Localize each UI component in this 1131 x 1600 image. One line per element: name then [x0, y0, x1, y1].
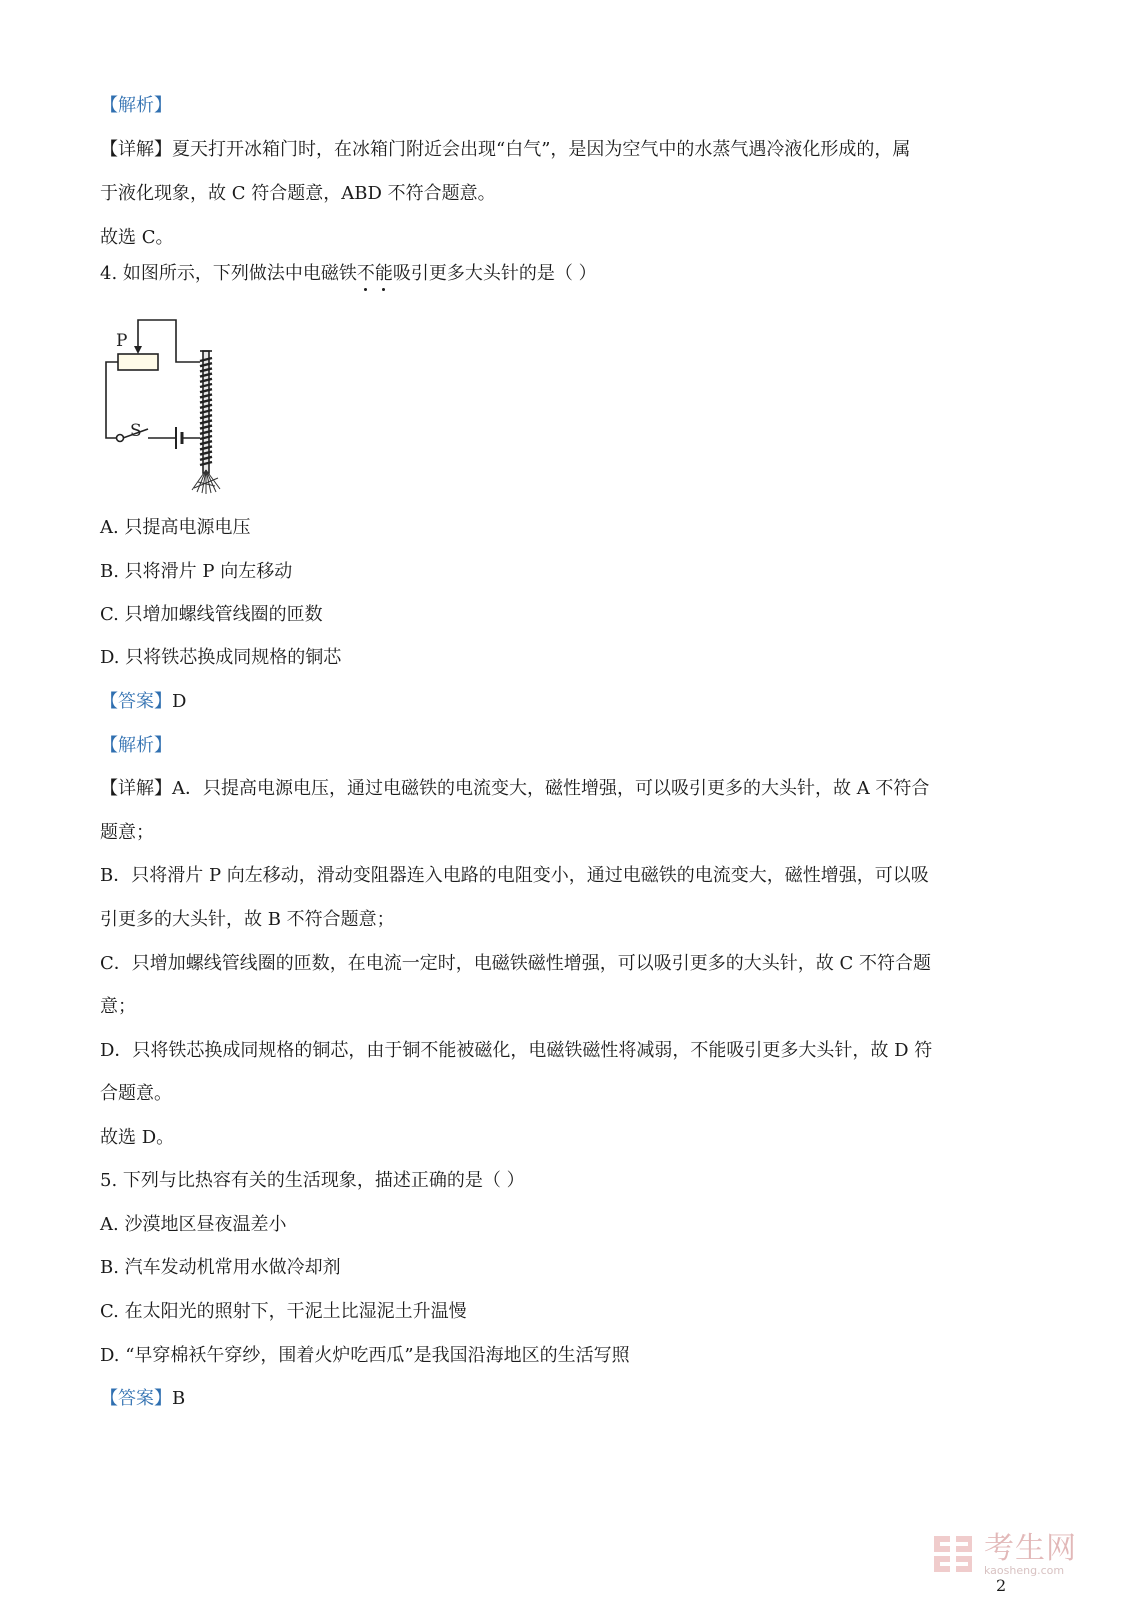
- q4-stem: 4. 如图所示，下列做法中电磁铁不能吸引更多大头针的是（ ）: [100, 263, 597, 284]
- q5-option-a: A. 沙漠地区昼夜温差小: [100, 1214, 287, 1235]
- q3-detail-line-2: 于液化现象，故 C 符合题意，ABD 不符合题意。: [100, 183, 496, 204]
- q4-detail-line-5: C．只增加螺线管线圈的匝数，在电流一定时，电磁铁磁性增强，可以吸引更多的大头针，故 C 不符合题: [100, 953, 931, 974]
- q3-detail-line-1: 【详解】夏天打开冰箱门时，在冰箱门附近会出现“白气”，是因为空气中的水蒸气遇冷液化形成的，属: [100, 139, 911, 160]
- q4-option-a: A. 只提高电源电压: [100, 517, 251, 538]
- q4-emphasis-char-2: 能: [374, 263, 393, 284]
- q4-detail-line-6: 意；: [100, 996, 136, 1017]
- coil-turn: [200, 441, 212, 444]
- coil-turn: [200, 426, 212, 429]
- coil-turn: [200, 431, 212, 434]
- q4-conclusion: 故选 D。: [100, 1127, 175, 1148]
- circuit-left-wire: [106, 362, 118, 438]
- coil-turn: [200, 394, 212, 397]
- coil-turn: [200, 363, 212, 366]
- q4-analysis-heading: 【解析】: [100, 735, 172, 756]
- coil-turn: [200, 436, 212, 439]
- coil-turn: [200, 358, 212, 361]
- kaosheng-logo-icon: [932, 1534, 976, 1574]
- q4-detail-line-3: B．只将滑片 P 向左移动，滑动变阻器连入电路的电阻变小，通过电磁铁的电流变大，磁性增强，可以吸: [100, 865, 929, 886]
- q3-conclusion: 故选 C。: [100, 227, 174, 248]
- coil-turn: [200, 368, 212, 371]
- solenoid-coil: [200, 358, 212, 465]
- coil-turn: [200, 384, 212, 387]
- coil-turn: [200, 415, 212, 418]
- q4-option-c: C. 只增加螺线管线圈的匝数: [100, 604, 323, 625]
- q4-detail-line-8: 合题意。: [100, 1083, 172, 1104]
- coil-turn: [200, 379, 212, 382]
- slider-arrow: [134, 346, 142, 354]
- coil-turn: [200, 446, 212, 449]
- q4-detail-line-2: 题意；: [100, 822, 154, 843]
- coil-turn: [200, 389, 212, 392]
- q5-answer: 【答案】B: [100, 1388, 186, 1409]
- q4-answer: 【答案】D: [100, 691, 187, 712]
- q4-detail-line-4: 引更多的大头针，故 B 不符合题意；: [100, 909, 395, 930]
- slider-label: P: [116, 331, 128, 351]
- watermark-url: kaosheng.com: [984, 1564, 1065, 1577]
- q4-detail-line-1: 【详解】A．只提高电源电压，通过电磁铁的电流变大，磁性增强，可以吸引更多的大头针，故 A 不符合: [100, 778, 930, 799]
- coil-turn: [200, 420, 212, 423]
- coil-turn: [200, 400, 212, 403]
- watermark-text: 考生网: [984, 1531, 1077, 1566]
- switch-terminal: [117, 435, 124, 442]
- page-number: 2: [996, 1576, 1007, 1595]
- coil-turn: [200, 462, 212, 465]
- kaosheng-watermark: [932, 1532, 1092, 1578]
- coil-turn: [200, 457, 212, 460]
- pin-cluster: [192, 470, 220, 494]
- q3-analysis-heading: 【解析】: [100, 95, 172, 116]
- q5-option-b: B. 汽车发动机常用水做冷却剂: [100, 1257, 341, 1278]
- rheostat-body: [118, 354, 158, 370]
- electromagnet-circuit-figure: [100, 318, 230, 494]
- coil-turn: [200, 405, 212, 408]
- q4-detail-line-7: D．只将铁芯换成同规格的铜芯，由于铜不能被磁化，电磁铁磁性将减弱，不能吸引更多大头针，故 D 符: [100, 1040, 933, 1061]
- q5-option-c: C. 在太阳光的照射下，干泥土比湿泥土升温慢: [100, 1301, 467, 1322]
- q5-stem: 5. 下列与比热容有关的生活现象，描述正确的是（ ）: [100, 1170, 525, 1191]
- q4-emphasis-char-1: 不: [356, 263, 375, 284]
- q4-option-b: B. 只将滑片 P 向左移动: [100, 561, 293, 582]
- q5-option-d: D. “早穿棉袄午穿纱，围着火炉吃西瓜”是我国沿海地区的生活写照: [100, 1345, 630, 1366]
- coil-turn: [200, 374, 212, 377]
- q4-option-d: D. 只将铁芯换成同规格的铜芯: [100, 647, 342, 668]
- coil-turn: [200, 410, 212, 413]
- coil-turn: [200, 452, 212, 455]
- switch-label: S: [130, 421, 142, 441]
